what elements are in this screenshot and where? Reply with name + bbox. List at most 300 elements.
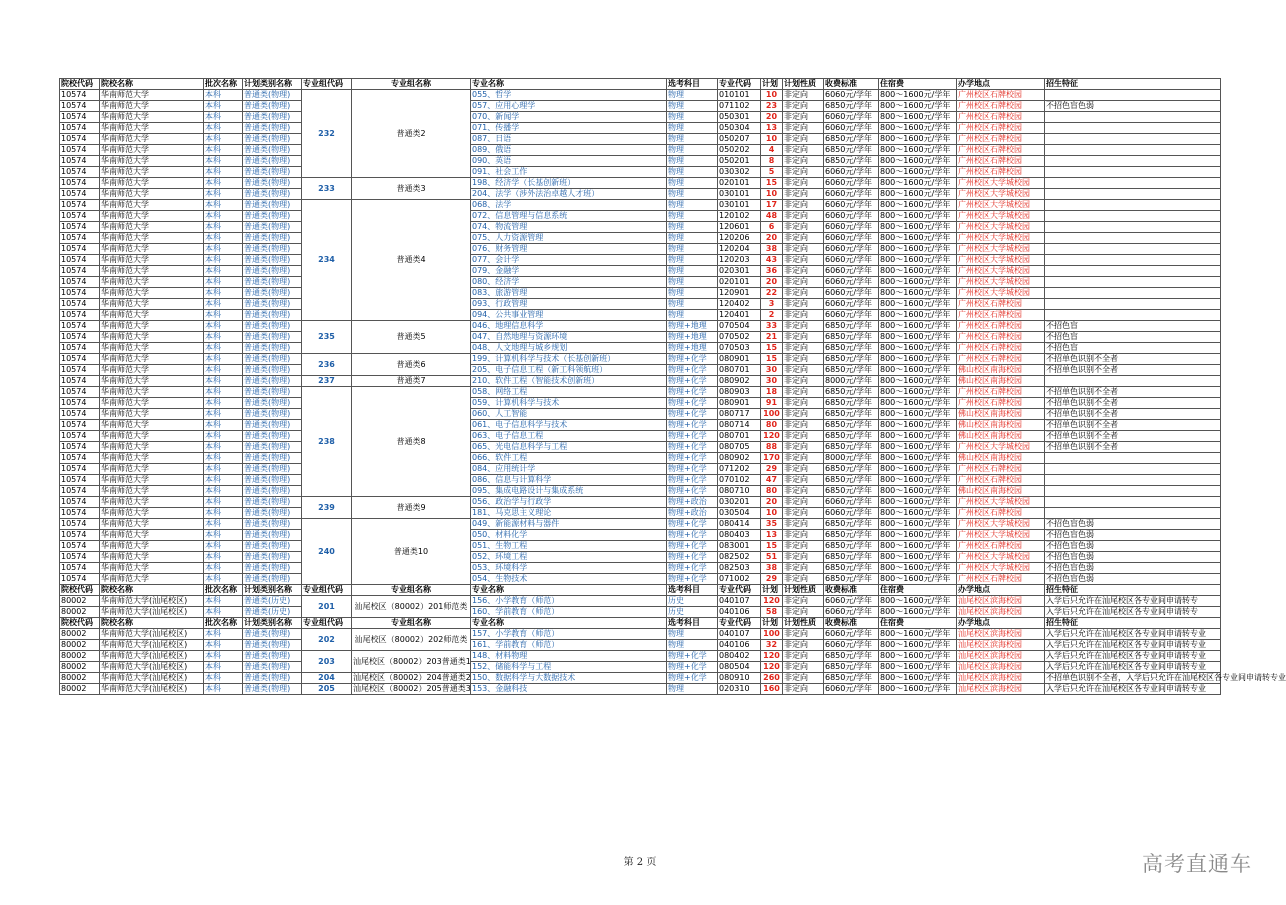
- column-header: 专业名称: [471, 618, 667, 629]
- school-name: 华南师范大学: [100, 420, 204, 431]
- tuition-fee: 8000元/学年: [824, 453, 879, 464]
- plan-type: 普通类(物理): [243, 475, 302, 486]
- plan-nature: 非定向: [783, 145, 824, 156]
- plan-nature: 非定向: [783, 288, 824, 299]
- batch-name: 本科: [204, 365, 243, 376]
- campus-location: 汕尾校区滨海校园: [957, 651, 1045, 662]
- tuition-fee: 6850元/学年: [824, 134, 879, 145]
- elective-subjects: 物理: [667, 200, 718, 211]
- plan-count: 30: [761, 376, 783, 387]
- tuition-fee: 6060元/学年: [824, 277, 879, 288]
- school-name: 华南师范大学(汕尾校区): [100, 629, 204, 640]
- school-name: 华南师范大学: [100, 189, 204, 200]
- batch-name: 本科: [204, 541, 243, 552]
- tuition-fee: 6060元/学年: [824, 112, 879, 123]
- column-header: 专业组代码: [302, 618, 352, 629]
- elective-subjects: 物理: [667, 277, 718, 288]
- header-row: [60, 585, 1221, 596]
- elective-subjects: 物理: [667, 629, 718, 640]
- tuition-fee: 6060元/学年: [824, 497, 879, 508]
- group-name: 普通类8: [352, 387, 471, 497]
- plan-type: 普通类(物理): [243, 398, 302, 409]
- major-code: 070102: [718, 475, 761, 486]
- column-header: 专业名称: [471, 79, 667, 90]
- school-name: 华南师范大学: [100, 332, 204, 343]
- plan-nature: 非定向: [783, 123, 824, 134]
- tuition-fee: 6850元/学年: [824, 398, 879, 409]
- major-name: 072、信息管理与信息系统: [471, 211, 667, 222]
- plan-count: 15: [761, 343, 783, 354]
- table-row: [60, 354, 1221, 365]
- tuition-fee: 6850元/学年: [824, 651, 879, 662]
- school-code: 10574: [60, 530, 100, 541]
- major-code: 082502: [718, 552, 761, 563]
- column-header: 收费标准: [824, 618, 879, 629]
- batch-name: 本科: [204, 189, 243, 200]
- admission-note: 不招色盲色弱: [1045, 541, 1221, 552]
- plan-count: 91: [761, 398, 783, 409]
- dorm-fee: 800～1600元/学年: [879, 233, 957, 244]
- school-code: 10574: [60, 299, 100, 310]
- table-row: [60, 398, 1221, 409]
- batch-name: 本科: [204, 486, 243, 497]
- dorm-fee: 800～1600元/学年: [879, 431, 957, 442]
- dorm-fee: 800～1600元/学年: [879, 343, 957, 354]
- major-code: 120401: [718, 310, 761, 321]
- dorm-fee: 800～1600元/学年: [879, 464, 957, 475]
- table-row: [60, 321, 1221, 332]
- table-row: [60, 431, 1221, 442]
- dorm-fee: 800～1600元/学年: [879, 123, 957, 134]
- dorm-fee: 800～1600元/学年: [879, 310, 957, 321]
- campus-location: 广州校区大学城校园: [957, 552, 1045, 563]
- plan-count: 6: [761, 222, 783, 233]
- dorm-fee: 800～1600元/学年: [879, 640, 957, 651]
- dorm-fee: 800～1600元/学年: [879, 387, 957, 398]
- dorm-fee: 800～1600元/学年: [879, 299, 957, 310]
- table-row: [60, 332, 1221, 343]
- table-row: [60, 453, 1221, 464]
- plan-count: 22: [761, 288, 783, 299]
- school-name: 华南师范大学: [100, 409, 204, 420]
- tuition-fee: 6060元/学年: [824, 211, 879, 222]
- campus-location: 广州校区大学城校园: [957, 266, 1045, 277]
- dorm-fee: 800～1600元/学年: [879, 541, 957, 552]
- major-code: 050304: [718, 123, 761, 134]
- campus-location: 广州校区石牌校园: [957, 112, 1045, 123]
- admission-note: 不招色盲色弱: [1045, 574, 1221, 585]
- batch-name: 本科: [204, 409, 243, 420]
- school-code: 10574: [60, 255, 100, 266]
- plan-type: 普通类(物理): [243, 376, 302, 387]
- school-name: 华南师范大学: [100, 233, 204, 244]
- elective-subjects: 物理: [667, 684, 718, 695]
- column-header: 计划: [761, 585, 783, 596]
- school-code: 10574: [60, 354, 100, 365]
- dorm-fee: 800～1600元/学年: [879, 145, 957, 156]
- batch-name: 本科: [204, 651, 243, 662]
- tuition-fee: 6060元/学年: [824, 607, 879, 618]
- school-code: 80002: [60, 684, 100, 695]
- school-name: 华南师范大学: [100, 365, 204, 376]
- campus-location: 广州校区大学城校园: [957, 288, 1045, 299]
- admission-note: [1045, 244, 1221, 255]
- campus-location: 广州校区大学城校园: [957, 244, 1045, 255]
- elective-subjects: 物理+地理: [667, 321, 718, 332]
- plan-type: 普通类(物理): [243, 134, 302, 145]
- school-name: 华南师范大学: [100, 145, 204, 156]
- tuition-fee: 6060元/学年: [824, 200, 879, 211]
- school-code: 10574: [60, 123, 100, 134]
- plan-type: 普通类(物理): [243, 222, 302, 233]
- elective-subjects: 物理+化学: [667, 409, 718, 420]
- elective-subjects: 物理+地理: [667, 343, 718, 354]
- dorm-fee: 800～1600元/学年: [879, 662, 957, 673]
- major-code: 050301: [718, 112, 761, 123]
- column-header: 专业组代码: [302, 79, 352, 90]
- table-row: [60, 200, 1221, 211]
- group-name: 普通类6: [352, 354, 471, 376]
- major-code: 040107: [718, 629, 761, 640]
- elective-subjects: 物理: [667, 178, 718, 189]
- group-name: 汕尾校区（80002）203普通类1: [352, 651, 471, 673]
- campus-location: 广州校区大学城校园: [957, 530, 1045, 541]
- plan-type: 普通类(物理): [243, 464, 302, 475]
- major-code: 071202: [718, 464, 761, 475]
- batch-name: 本科: [204, 629, 243, 640]
- plan-type: 普通类(物理): [243, 211, 302, 222]
- dorm-fee: 800～1600元/学年: [879, 596, 957, 607]
- watermark-logo: 高考直通车: [1142, 852, 1252, 876]
- tuition-fee: 6850元/学年: [824, 464, 879, 475]
- elective-subjects: 物理: [667, 244, 718, 255]
- major-code: 020101: [718, 277, 761, 288]
- school-code: 80002: [60, 596, 100, 607]
- dorm-fee: 800～1600元/学年: [879, 200, 957, 211]
- major-name: 048、人文地理与城乡规划: [471, 343, 667, 354]
- major-code: 030101: [718, 200, 761, 211]
- table-row: [60, 156, 1221, 167]
- major-code: 070502: [718, 332, 761, 343]
- major-code: 082503: [718, 563, 761, 574]
- column-header: 批次名称: [204, 79, 243, 90]
- major-code: 080701: [718, 431, 761, 442]
- campus-location: 佛山校区南海校园: [957, 409, 1045, 420]
- plan-nature: 非定向: [783, 376, 824, 387]
- tuition-fee: 6060元/学年: [824, 233, 879, 244]
- major-name: 076、财务管理: [471, 244, 667, 255]
- campus-location: 广州校区石牌校园: [957, 310, 1045, 321]
- tuition-fee: 6060元/学年: [824, 508, 879, 519]
- dorm-fee: 800～1600元/学年: [879, 673, 957, 684]
- admission-note: 入学后只允许在汕尾校区各专业间申请转专: [1045, 596, 1221, 607]
- dorm-fee: 800～1600元/学年: [879, 453, 957, 464]
- school-code: 80002: [60, 673, 100, 684]
- major-name: 148、材料物理: [471, 651, 667, 662]
- plan-nature: 非定向: [783, 112, 824, 123]
- major-code: 050207: [718, 134, 761, 145]
- table-row: [60, 640, 1221, 651]
- batch-name: 本科: [204, 497, 243, 508]
- plan-type: 普通类(历史): [243, 596, 302, 607]
- major-code: 080414: [718, 519, 761, 530]
- admission-note: 不招色盲色弱: [1045, 101, 1221, 112]
- plan-type: 普通类(物理): [243, 651, 302, 662]
- plan-type: 普通类(物理): [243, 508, 302, 519]
- tuition-fee: 6850元/学年: [824, 574, 879, 585]
- major-name: 046、地理信息科学: [471, 321, 667, 332]
- tuition-fee: 6060元/学年: [824, 596, 879, 607]
- tuition-fee: 6060元/学年: [824, 266, 879, 277]
- major-code: 030504: [718, 508, 761, 519]
- plan-count: 3: [761, 299, 783, 310]
- tuition-fee: 6850元/学年: [824, 145, 879, 156]
- group-name: 普通类4: [352, 200, 471, 321]
- table-row: [60, 387, 1221, 398]
- table-row: [60, 486, 1221, 497]
- table-row: [60, 464, 1221, 475]
- column-header: 院校代码: [60, 585, 100, 596]
- table-row: [60, 519, 1221, 530]
- plan-nature: 非定向: [783, 189, 824, 200]
- major-name: 066、软件工程: [471, 453, 667, 464]
- admission-note: 不招色盲: [1045, 343, 1221, 354]
- batch-name: 本科: [204, 387, 243, 398]
- plan-type: 普通类(物理): [243, 200, 302, 211]
- group-name: 汕尾校区（80002）202师范类: [352, 629, 471, 651]
- group-name: 普通类5: [352, 321, 471, 354]
- dorm-fee: 800～1600元/学年: [879, 365, 957, 376]
- elective-subjects: 物理+化学: [667, 486, 718, 497]
- tuition-fee: 6060元/学年: [824, 178, 879, 189]
- column-header: 住宿费: [879, 79, 957, 90]
- plan-type: 普通类(物理): [243, 101, 302, 112]
- tuition-fee: 6850元/学年: [824, 101, 879, 112]
- major-name: 052、环境工程: [471, 552, 667, 563]
- group-code: 205: [302, 684, 352, 695]
- major-code: 070503: [718, 343, 761, 354]
- school-code: 10574: [60, 134, 100, 145]
- school-name: 华南师范大学(汕尾校区): [100, 640, 204, 651]
- column-header: 招生特征: [1045, 79, 1221, 90]
- major-code: 020101: [718, 178, 761, 189]
- admission-note: [1045, 90, 1221, 101]
- batch-name: 本科: [204, 519, 243, 530]
- admission-note: [1045, 486, 1221, 497]
- plan-count: 100: [761, 409, 783, 420]
- plan-count: 120: [761, 662, 783, 673]
- batch-name: 本科: [204, 431, 243, 442]
- major-code: 080902: [718, 453, 761, 464]
- group-code: 236: [302, 354, 352, 376]
- batch-name: 本科: [204, 332, 243, 343]
- plan-nature: 非定向: [783, 398, 824, 409]
- major-name: 198、经济学（长基创新班）: [471, 178, 667, 189]
- batch-name: 本科: [204, 453, 243, 464]
- plan-type: 普通类(物理): [243, 365, 302, 376]
- campus-location: 广州校区大学城校园: [957, 563, 1045, 574]
- major-code: 020301: [718, 266, 761, 277]
- plan-count: 51: [761, 552, 783, 563]
- tuition-fee: 6850元/学年: [824, 530, 879, 541]
- dorm-fee: 800～1600元/学年: [879, 244, 957, 255]
- tuition-fee: 6850元/学年: [824, 354, 879, 365]
- batch-name: 本科: [204, 222, 243, 233]
- table-row: [60, 178, 1221, 189]
- major-name: 061、电子信息科学与技术: [471, 420, 667, 431]
- plan-count: 20: [761, 497, 783, 508]
- table-row: [60, 530, 1221, 541]
- plan-type: 普通类(物理): [243, 453, 302, 464]
- batch-name: 本科: [204, 321, 243, 332]
- column-header: 院校名称: [100, 79, 204, 90]
- admission-note: [1045, 310, 1221, 321]
- table-row: [60, 167, 1221, 178]
- campus-location: 广州校区石牌校园: [957, 145, 1045, 156]
- elective-subjects: 物理: [667, 167, 718, 178]
- campus-location: 广州校区大学城校园: [957, 200, 1045, 211]
- campus-location: 广州校区大学城校园: [957, 255, 1045, 266]
- campus-location: 广州校区石牌校园: [957, 354, 1045, 365]
- tuition-fee: 6850元/学年: [824, 662, 879, 673]
- plan-count: 23: [761, 101, 783, 112]
- major-name: 160、学前教育（师范）: [471, 607, 667, 618]
- plan-count: 18: [761, 387, 783, 398]
- table-row: [60, 574, 1221, 585]
- elective-subjects: 物理: [667, 255, 718, 266]
- group-name: 普通类2: [352, 90, 471, 178]
- batch-name: 本科: [204, 464, 243, 475]
- admission-note: 不招色盲色弱: [1045, 519, 1221, 530]
- dorm-fee: 800～1600元/学年: [879, 277, 957, 288]
- admission-note: 不招色盲色弱: [1045, 563, 1221, 574]
- page-number: 第 2 页: [623, 857, 657, 868]
- table-row: [60, 563, 1221, 574]
- batch-name: 本科: [204, 684, 243, 695]
- header-row: [60, 79, 1221, 90]
- plan-nature: 非定向: [783, 651, 824, 662]
- elective-subjects: 物理+化学: [667, 376, 718, 387]
- admission-note: [1045, 123, 1221, 134]
- table-row: [60, 134, 1221, 145]
- plan-type: 普通类(物理): [243, 178, 302, 189]
- column-header: 院校代码: [60, 79, 100, 90]
- elective-subjects: 物理: [667, 123, 718, 134]
- plan-type: 普通类(物理): [243, 310, 302, 321]
- admission-note: 不招单色识别不全者: [1045, 387, 1221, 398]
- dorm-fee: 800～1600元/学年: [879, 508, 957, 519]
- table-row: [60, 662, 1221, 673]
- major-name: 152、储能科学与工程: [471, 662, 667, 673]
- plan-nature: 非定向: [783, 508, 824, 519]
- admission-note: 不招色盲: [1045, 321, 1221, 332]
- major-name: 095、集成电路设计与集成系统: [471, 486, 667, 497]
- elective-subjects: 物理+地理: [667, 332, 718, 343]
- plan-type: 普通类(物理): [243, 420, 302, 431]
- plan-nature: 非定向: [783, 134, 824, 145]
- major-code: 080705: [718, 442, 761, 453]
- tuition-fee: 6850元/学年: [824, 541, 879, 552]
- major-code: 050201: [718, 156, 761, 167]
- group-name: 汕尾校区（80002）201师范类: [352, 596, 471, 618]
- major-name: 153、金融科技: [471, 684, 667, 695]
- plan-type: 普通类(物理): [243, 288, 302, 299]
- major-code: 040107: [718, 596, 761, 607]
- major-name: 210、软件工程（智能技术创新班）: [471, 376, 667, 387]
- dorm-fee: 800～1600元/学年: [879, 178, 957, 189]
- campus-location: 汕尾校区滨海校园: [957, 596, 1045, 607]
- column-header: 专业名称: [471, 585, 667, 596]
- admission-note: 不招单色识别不全者: [1045, 398, 1221, 409]
- school-name: 华南师范大学: [100, 574, 204, 585]
- campus-location: 广州校区大学城校园: [957, 222, 1045, 233]
- admission-note: 入学后只允许在汕尾校区各专业间申请转专业: [1045, 629, 1221, 640]
- major-name: 205、电子信息工程（新工科领航班）: [471, 365, 667, 376]
- school-code: 10574: [60, 519, 100, 530]
- column-header: 计划性质: [783, 618, 824, 629]
- major-code: 080901: [718, 354, 761, 365]
- plan-nature: 非定向: [783, 200, 824, 211]
- batch-name: 本科: [204, 112, 243, 123]
- tuition-fee: 6850元/学年: [824, 519, 879, 530]
- plan-count: 170: [761, 453, 783, 464]
- elective-subjects: 历史: [667, 607, 718, 618]
- major-code: 083001: [718, 541, 761, 552]
- major-code: 080901: [718, 398, 761, 409]
- group-code: 235: [302, 321, 352, 354]
- major-code: 120204: [718, 244, 761, 255]
- batch-name: 本科: [204, 167, 243, 178]
- school-code: 10574: [60, 222, 100, 233]
- school-code: 10574: [60, 475, 100, 486]
- major-code: 030101: [718, 189, 761, 200]
- plan-type: 普通类(物理): [243, 387, 302, 398]
- school-code: 10574: [60, 277, 100, 288]
- admission-note: [1045, 299, 1221, 310]
- plan-count: 15: [761, 178, 783, 189]
- campus-location: 广州校区大学城校园: [957, 178, 1045, 189]
- major-name: 057、应用心理学: [471, 101, 667, 112]
- campus-location: 广州校区大学城校园: [957, 442, 1045, 453]
- tuition-fee: 6060元/学年: [824, 288, 879, 299]
- admission-note: [1045, 288, 1221, 299]
- batch-name: 本科: [204, 90, 243, 101]
- group-name: 普通类9: [352, 497, 471, 519]
- major-name: 070、新闻学: [471, 112, 667, 123]
- tuition-fee: 8000元/学年: [824, 376, 879, 387]
- plan-nature: 非定向: [783, 640, 824, 651]
- campus-location: 汕尾校区滨海校园: [957, 662, 1045, 673]
- campus-location: 广州校区石牌校园: [957, 387, 1045, 398]
- tuition-fee: 6850元/学年: [824, 431, 879, 442]
- column-header: 计划类别名称: [243, 618, 302, 629]
- tuition-fee: 6060元/学年: [824, 244, 879, 255]
- batch-name: 本科: [204, 343, 243, 354]
- school-code: 10574: [60, 387, 100, 398]
- major-name: 077、会计学: [471, 255, 667, 266]
- major-code: 080504: [718, 662, 761, 673]
- plan-count: 36: [761, 266, 783, 277]
- column-header: 住宿费: [879, 618, 957, 629]
- plan-count: 58: [761, 607, 783, 618]
- table-row: [60, 112, 1221, 123]
- column-header: 计划类别名称: [243, 585, 302, 596]
- major-code: 071002: [718, 574, 761, 585]
- plan-nature: 非定向: [783, 464, 824, 475]
- campus-location: 佛山校区南海校园: [957, 420, 1045, 431]
- tuition-fee: 6060元/学年: [824, 222, 879, 233]
- school-name: 华南师范大学(汕尾校区): [100, 607, 204, 618]
